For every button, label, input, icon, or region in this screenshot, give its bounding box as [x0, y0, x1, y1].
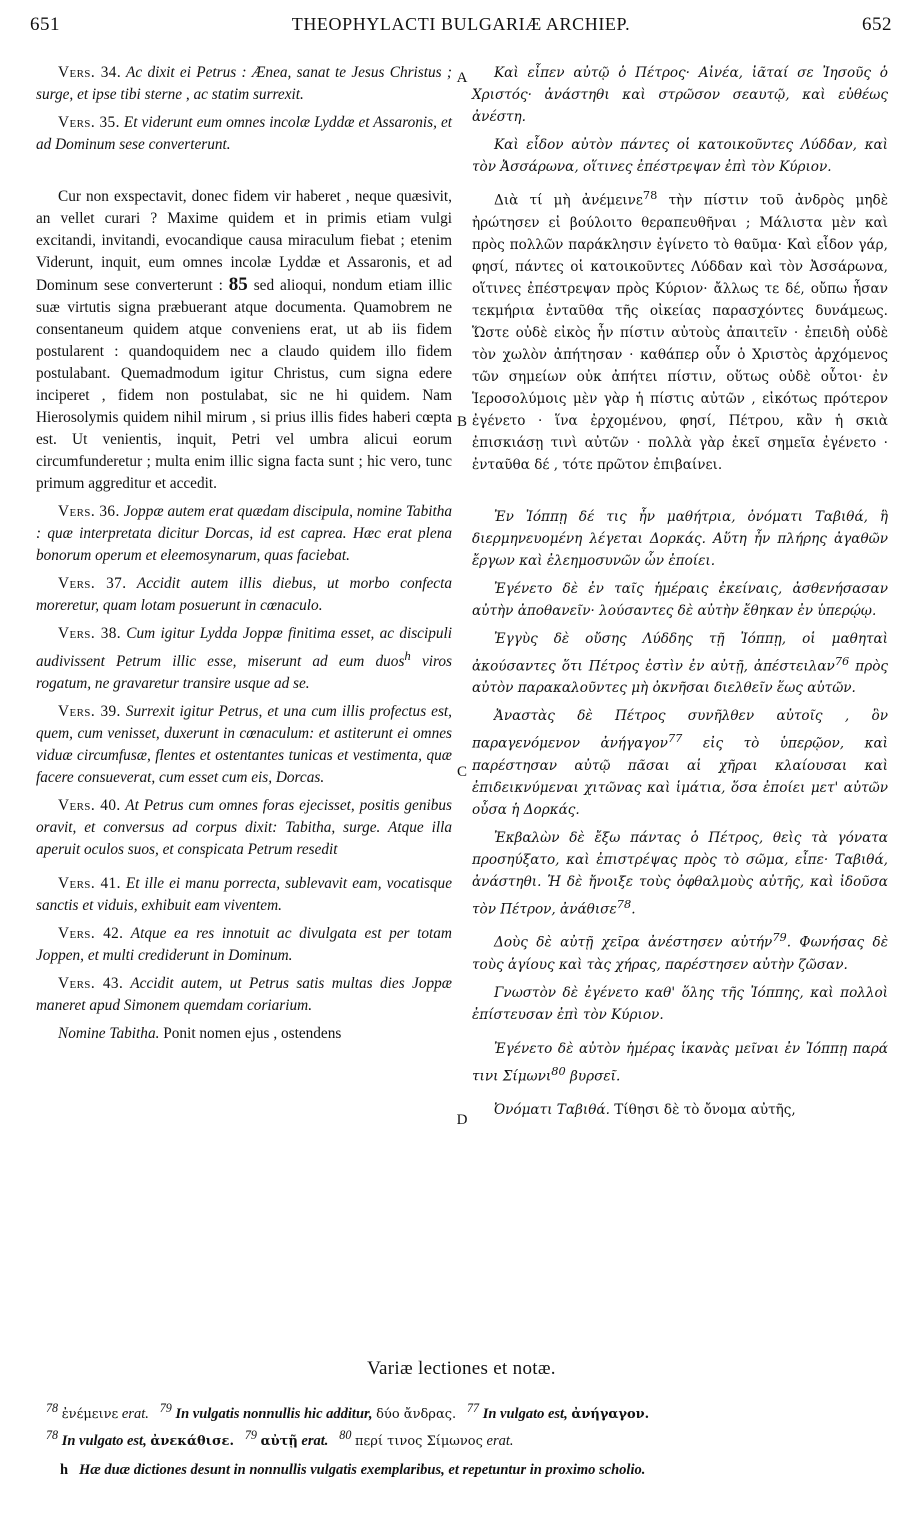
verse-41-latin: Vers. 41. Et ille ei manu porrecta, sublevavit eam, vocatisque sanctis et viduis, exhibuit eam viventem.	[36, 875, 452, 915]
column-number-85: 85	[228, 274, 248, 295]
verse-40-latin: Vers. 40. At Petrus cum omnes foras ejecisset, positis genibus oravit, et conversus ad corpus dixit: Tabitha, surge. Atque illa aperuit oculos suos, et conspicata Petrum resedit	[36, 797, 452, 859]
verse-35-latin: Vers. 35. Et viderunt eum omnes incolæ Lyddæ et Assaronis, et ad Dominum sese converterunt.	[36, 114, 453, 153]
verse-43-greek: Ἐγένετο δὲ αὐτὸν ἡμέρας ἱκανὰς μεῖναι ἐν Ἰόππῃ παρά τινι Σίμωνι$^{80}$ βυρσεῖ.	[472, 1040, 888, 1085]
verse-39-latin: Vers. 39. Surrexit igitur Petrus, et una cum illis profectus est, quem, cum venisset, duxerunt in cœnaculum: et astiterunt ei omnes viduæ circumfusæ, flentes et ostentantes tunicas et vestimenta, quæ facere consueverat, cum esset cum eis, Dorcas.	[36, 703, 452, 787]
verse-35-greek: Καὶ εἶδον αὐτὸν πάντες οἱ κατοικοῦντες Λύδδαν, καὶ τὸν Ἀσσάρωνα, οἵτινες ἐπέστρεψαν ἐπὶ τὸν Κύριον.	[472, 137, 888, 175]
verse-38-greek: Ἐγγὺς δὲ οὔσης Λύδδης τῇ Ἰόππῃ, οἱ μαθηταὶ ἀκούσαντες ὅτι Πέτρος ἐστὶν ἐν αὐτῇ, ἀπέστειλαν$^{76}$ πρὸς αὐτὸν παρακαλοῦντες μὴ ὀκνῆσαι διελθεῖν ἕως αὐτῶν.	[472, 630, 888, 697]
verse-40-greek: Ἐκβαλὼν δὲ ἔξω πάντας ὁ Πέτρος, θεὶς τὰ γόνατα προσηύξατο, καὶ ἐπιστρέψας πρὸς τὸ σῶμα, εἶπε· Ταβιθά, ἀνάστηθι. Ἡ δὲ ἤνοιξε τοὺς ὀφθαλμοὺς αὐτῆς, καὶ ἰδοῦσα τὸν Πέτρον, ἀνάθισε$^{78}$.	[472, 829, 888, 918]
scholion-latin-start: Nomine Tabitha. Ponit nomen ejus , ostendens	[58, 1025, 342, 1043]
greek-column	[472, 62, 888, 1121]
verse-37-latin: Vers. 37. Accidit autem illis diebus, ut morbo confecta moreretur, quam lotam posuerunt in cœnaculo.	[36, 575, 452, 614]
page-header	[30, 8, 892, 40]
margin-letter-b: B	[456, 414, 467, 430]
scholion-greek-start: Ὀνόματι Ταβιθά. Τίθησι δὲ τὸ ὄνομα αὐτῆς,	[494, 1102, 796, 1119]
verse-38-latin: Vers. 38. Cum igitur Lydda Joppæ finitima esset, ac discipuli audivissent Petrum illic esse, miserunt ad eum duos$^h$ viros rogatum, ne gravaretur transire usque ad se.	[36, 625, 453, 693]
commentary-latin: Cur non exspectavit, donec fidem vir haberet , neque quæsivit, an vellet curari ? Maxime quidem et in primis etiam vulgi excitandi, invitandi, evocandique causa miraculum fiebat ; etenim Viderunt, inquit, eum omnes incolæ Lyddæ et Assaronis, et ad Dominum sese converterunt : 85 sed alioqui, nondum etiam illic suæ virtutis signa præbuerant atque documenta. Quamobrem ne consentaneum quidem atque conveniens erat, ut ab iis fidem postularent : quandoquidem nec a claudo quidem illo fidem postulabant. Quemadmodum igitur Christus, cum signa edere inciperet , fidem non postulabat, sic ne hi quidem. Nam Hierosolymis quidem nihil mirum , si prius illis fides haberi cœpta est. Ut venientis, inquit, Petri vel umbra alicui eorum circumfunderetur ; multa enim illic signa facta sunt ; hic vero, tunc primum aggreditur et accedit.	[36, 188, 453, 492]
page-number-right: 652	[862, 14, 892, 35]
verse-34-greek: Καὶ εἶπεν αὐτῷ ὁ Πέτρος· Αἰνέα, ἰᾶταί σε Ἰησοῦς ὁ Χριστός· ἀνάστηθι καὶ στρῶσον σεαυτῷ, καὶ εὐθέως ἀνέστη.	[472, 65, 888, 125]
footnote-ref-h: h	[404, 649, 411, 663]
commentary-greek: Διὰ τί μὴ ἀνέμεινε$^{78}$ τὴν πίστιν τοῦ ἀνδρὸς μηδὲ ἠρώτησεν εἰ βούλοιτο θεραπευθῆναι ; Μάλιστα μὲν καὶ πρὸς πολλῶν παράκλησιν ἐγίνετο τὸ θαῦμα· Καὶ εἶδον γάρ, φησί, πάντες οἱ κατοικοῦντες Λύδδαν καὶ τὸν Ἀσσάρωνα, οἵτινες ἐπέστρεψαν πρὸς Κύριον· ἄλλως τε δέ, οὔπω ἦσαν τεκμήρια ἐνταῦθα τῆς οἰκείας παρασχόντες δυνάμεως. Ὥστε οὐδὲ εἰκὸς ἦν πίστιν αὐτοὺς ἀπαιτεῖν · ἐπειδὴ οὐδὲ τὸν χωλὸν ἀπήτησαν · καθάπερ οὖν ὁ Χριστὸς ἀρχόμενος τῶν σημείων οὐκ ἀπήτει πίστιν, οὕτως οὐδὲ οὗτοι· ἐν Ἱεροσολύμοις μὲν γὰρ ἡ πίστις αὐτῶν , εἰκότως πρότερον ἐγένετο · ἵνα ἐρχομένου, φησί, Πέτρου, κἂν ἡ σκιὰ ἐπισκιάσῃ τινὶ αὐτῶν · πολλὰ γὰρ ἐκεῖ σημεῖα ἐγένετο · ἐνταῦθα δέ , τότε πρῶτον ἐπιβαίνει.	[472, 188, 888, 473]
verse-36-greek: Ἐν Ἰόππῃ δέ τις ἦν μαθήτρια, ὀνόματι Ταβιθά, ἣ διερμηνευομένη λέγεται Δορκάς. Αὕτη ἦν πλήρης ἀγαθῶν ἔργων καὶ ἐλεημοσυνῶν ὧν ἐποίει.	[472, 508, 888, 569]
verse-43-latin: Vers. 43. Accidit autem, ut Petrus satis multas dies Joppæ maneret apud Simonem quemdam coriarium.	[36, 975, 452, 1015]
variant-readings	[46, 1398, 896, 1452]
margin-letter-a: A	[456, 70, 468, 86]
verse-34-latin: Vers. 34. Ac dixit ei Petrus : Ænea, sanat te Jesus Christus ; surge, et ipse tibi sterne , ac statim surrexit.	[36, 64, 452, 103]
margin-letter-c: C	[456, 764, 467, 780]
verse-41-greek: Δοὺς δὲ αὐτῇ χεῖρα ἀνέστησεν αὐτήν$^{79}$. Φωνήσας δὲ τοὺς ἁγίους καὶ τὰς χήρας, παρέστησεν αὐτὴν ζῶσαν.	[472, 930, 889, 973]
verse-42-latin: Vers. 42. Atque ea res innotuit ac divulgata est per totam Joppen, et multi crediderunt in Dominum.	[36, 925, 452, 965]
verse-42-greek: Γνωστὸν δὲ ἐγένετο καθ' ὅλης τῆς Ἰόππης, καὶ πολλοὶ ἐπίστευσαν ἐπὶ τὸν Κύριον.	[472, 984, 888, 1023]
footnote-h: h Hæ duæ dictiones desunt in nonnullis vulgatis exemplaribus, et repetuntur in proximo scholio.	[60, 1462, 646, 1478]
notes-heading: Variæ lectiones et notæ.	[367, 1358, 556, 1379]
verse-37-greek: Ἐγένετο δὲ ἐν ταῖς ἡμέραις ἐκείναις, ἀσθενήσασαν αὐτὴν ἀποθανεῖν· λούσαντες δὲ αὐτὴν ἔθηκαν ἐν ὑπερῴῳ.	[472, 580, 888, 619]
latin-column	[36, 62, 452, 1045]
verse-39-greek: Ἀναστὰς δὲ Πέτρος συνῆλθεν αὐτοῖς , ὃν παραγενόμενον ἀνήγαγον$^{77}$ εἰς τὸ ὑπερῷον, καὶ παρέστησαν αὐτῷ πᾶσαι αἱ χῆραι κλαίουσαι καὶ ἐπιδεικνύμεναι χιτῶνας καὶ ἱμάτια, ὅσα ἐποίει μετ' αὐτῶν οὖσα ἡ Δορκάς.	[472, 708, 889, 818]
notes-line-2: $^{78}$ In vulgato est, ἀνεκάθισε. $^{79}$ αὐτῇ erat. $^{80}$ περί τινος Σίμωνος erat.	[46, 1427, 514, 1449]
running-title: THEOPHYLACTI BULGARIÆ ARCHIEP.	[291, 14, 631, 34]
page-number-left: 651	[30, 14, 60, 35]
margin-letter-d: D	[456, 1112, 468, 1128]
notes-line-1: $^{78}$ ἐνέμεινε erat. $^{79}$ In vulgatis nonnullis hic additur, δύο ἄνδρας. $^{77}$ In vulgato est, ἀνήγαγον.	[46, 1401, 650, 1422]
verse-36-latin: Vers. 36. Joppæ autem erat quædam discipula, nomine Tabitha : quæ interpretata dicitur Dorcas, id est caprea. Hæc erat plena bonorum operum et eleemosynarum, quas faciebat.	[36, 503, 453, 564]
